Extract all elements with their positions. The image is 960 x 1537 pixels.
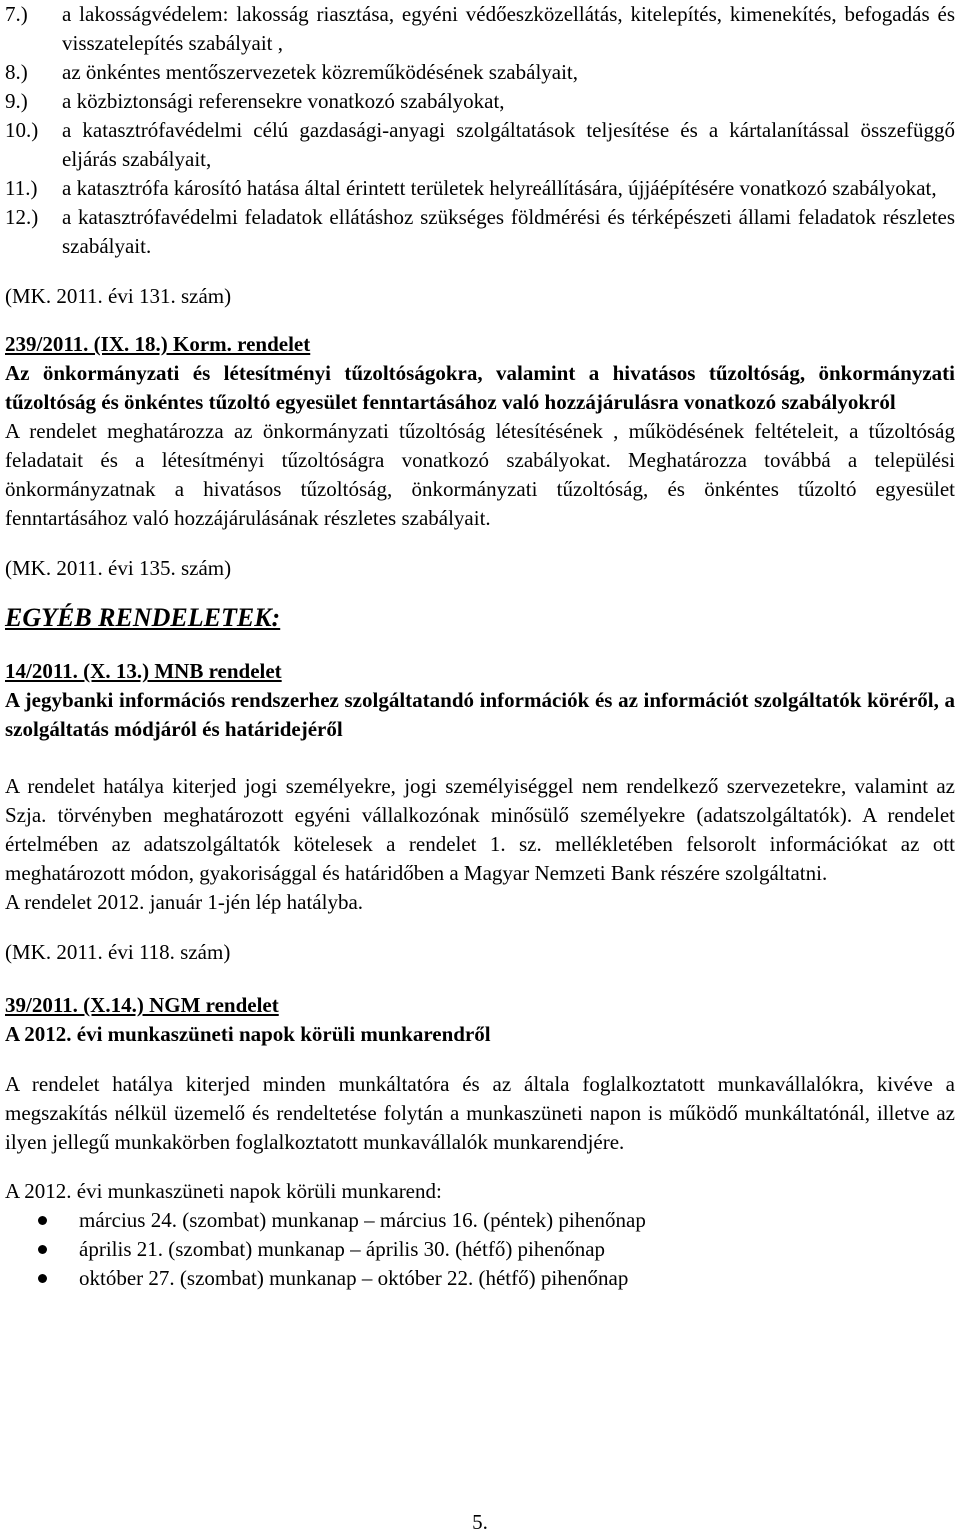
decree-number: 39/2011. (X.14.) NGM rendelet xyxy=(5,993,279,1017)
page-number: 5. xyxy=(472,1510,488,1534)
bullet-text: október 27. (szombat) munkanap – október 22. (hétfő) pihenőnap xyxy=(79,1266,629,1290)
list-item-text: az önkéntes mentőszervezetek közreműködésének szabályait, xyxy=(62,60,579,84)
list-item-text: a katasztrófa károsító hatása által érintett területek helyreállítására, újjáépítésére vonatkozó szabályokat, xyxy=(62,176,937,200)
source-reference: (MK. 2011. évi 118. szám) xyxy=(5,940,231,964)
list-item xyxy=(5,203,955,261)
list-item-number: 12.) xyxy=(5,205,39,229)
list-item xyxy=(5,1264,955,1293)
decree-effective-date: A rendelet 2012. január 1-jén lép hatályba. xyxy=(5,890,364,914)
list-item xyxy=(5,174,955,203)
list-item xyxy=(5,116,955,174)
list-intro: A 2012. évi munkaszüneti napok körüli munkarend: xyxy=(5,1179,442,1203)
bullet-icon xyxy=(38,1245,47,1254)
list-item xyxy=(5,1235,955,1264)
list-item xyxy=(5,1206,955,1235)
list-item xyxy=(5,0,955,58)
list-item-text: a közbiztonsági referensekre vonatkozó szabályokat, xyxy=(62,89,505,113)
list-item-text: a lakosságvédelem: lakosság riasztása, egyéni védőeszközellátás, kitelepítés, kimenekítés, befogadás és visszatelepítés szabályait , xyxy=(62,2,955,55)
document-page xyxy=(5,0,955,1293)
decree-body: A rendelet hatálya kiterjed jogi személyekre, jogi személyiséggel nem rendelkező szervezetekre, valamint az Szja. törvényben meghatározott egyéni vállalkozónak minősülő személyekre (adatszolgáltatók). A rendelet értelmében az adatszolgáltatók kötelesek a rendelet 1. sz. mellékletében felsorolt információkat az ott meghatározott módon, gyakorisággal és határidőben a Magyar Nemzeti Bank részére szolgáltatni. xyxy=(5,774,955,885)
bullet-list xyxy=(5,1206,955,1293)
source-reference: (MK. 2011. évi 131. szám) xyxy=(5,284,232,308)
decree-title: A 2012. évi munkaszüneti napok körüli munkarendről xyxy=(5,1022,491,1046)
decree-number: 14/2011. (X. 13.) MNB rendelet xyxy=(5,659,282,683)
numbered-list xyxy=(5,0,955,261)
bullet-icon xyxy=(38,1274,47,1283)
decree-title: Az önkormányzati és létesítményi tűzoltóságokra, valamint a hivatásos tűzoltóság, önkormányzati tűzoltóság és önkéntes tűzoltó egyesület fenntartásához való hozzájárulásra vonatkozó szabályokról xyxy=(5,361,955,414)
decree-number: 239/2011. (IX. 18.) Korm. rendelet xyxy=(5,332,311,356)
list-item-number: 8.) xyxy=(5,60,28,84)
list-item-text: a katasztrófavédelmi célú gazdasági-anyagi szolgáltatások teljesítése és a kártalanítással összefüggő eljárás szabályait, xyxy=(62,118,955,171)
list-item-number: 10.) xyxy=(5,118,39,142)
list-item-text: a katasztrófavédelmi feladatok ellátáshoz szükséges földmérési és térképészeti állami feladatok részletes szabályait. xyxy=(62,205,955,258)
bullet-text: április 21. (szombat) munkanap – április 30. (hétfő) pihenőnap xyxy=(79,1237,606,1261)
list-item xyxy=(5,58,955,87)
bullet-icon xyxy=(38,1216,47,1225)
list-item xyxy=(5,87,955,116)
decree-title: A jegybanki információs rendszerhez szolgáltatandó információk és az információt szolgáltatók köréről, a szolgáltatás módjáról és határidejéről xyxy=(5,688,955,741)
list-item-number: 11.) xyxy=(5,176,38,200)
list-item-number: 7.) xyxy=(5,2,28,26)
source-reference: (MK. 2011. évi 135. szám) xyxy=(5,556,232,580)
section-heading: EGYÉB RENDELETEK: xyxy=(5,603,281,632)
decree-body: A rendelet hatálya kiterjed minden munkáltatóra és az általa foglalkoztatott munkavállalókra, kivéve a megszakítás nélkül üzemelő és rendeltetése folytán a munkaszüneti napon is működő munkáltatónál, illetve az ilyen jellegű munkakörben foglalkoztatott munkavállalók munkarendjére. xyxy=(5,1072,955,1154)
list-item-number: 9.) xyxy=(5,89,28,113)
bullet-text: március 24. (szombat) munkanap – március 16. (péntek) pihenőnap xyxy=(79,1208,646,1232)
decree-body: A rendelet meghatározza az önkormányzati tűzoltóság létesítésének , működésének feltételeit, a tűzoltóság feladatait és a létesítményi tűzoltóságra vonatkozó szabályokat. Meghatározza továbbá a települési önkormányzatnak a hivatásos tűzoltóság, önkormányzati tűzoltóság, és önkéntes tűzoltó egyesület fenntartásához való hozzájárulásának részletes szabályait. xyxy=(5,419,955,530)
